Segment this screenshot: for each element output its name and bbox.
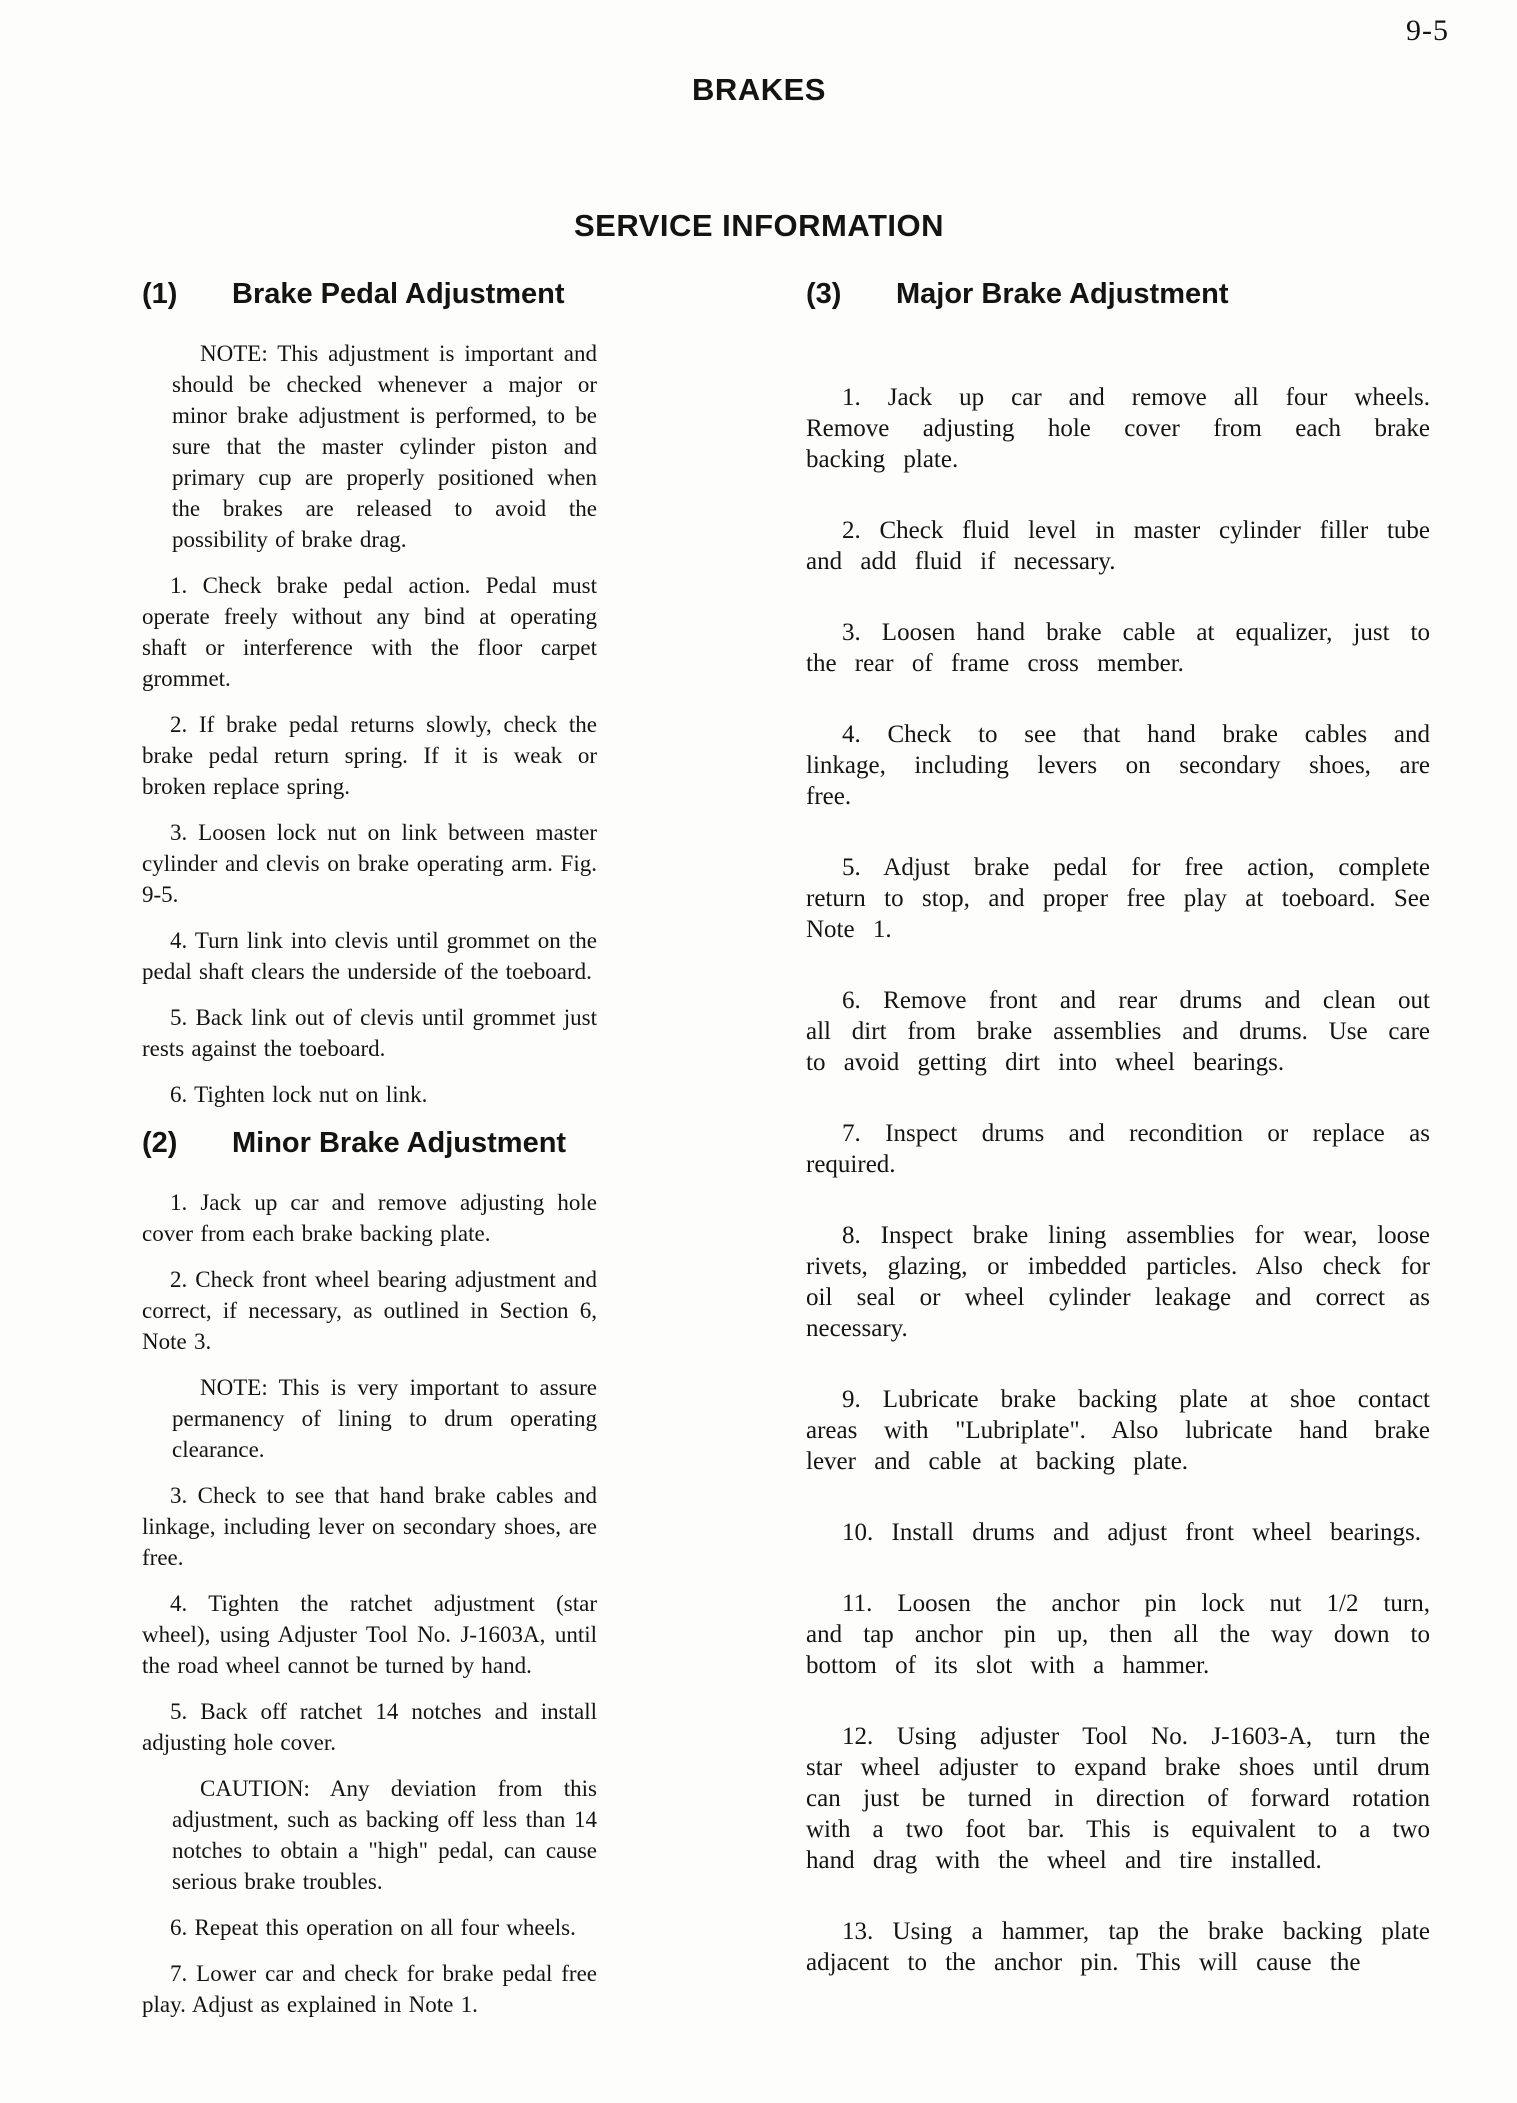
step-paragraph: 11. Loosen the anchor pin lock nut 1/2 turn, and tap anchor pin up, then all the way down to bottom of its slot with a hammer. — [806, 1590, 1430, 1679]
step-paragraph: 5. Back off ratchet 14 notches and install adjusting hole cover. — [142, 1699, 597, 1755]
caution-paragraph: CAUTION: Any deviation from this adjustment, such as backing off less than 14 notches to obtain a "high" pedal, can cause serious brake troubles. — [172, 1776, 597, 1894]
section-heading — [142, 276, 597, 312]
left-column — [142, 276, 597, 2035]
section-title: Brake Pedal Adjustment — [232, 278, 565, 310]
page-title: BRAKES — [692, 72, 826, 107]
step-paragraph: 3. Check to see that hand brake cables and linkage, including lever on secondary shoes, are free. — [142, 1483, 597, 1570]
section-title: Minor Brake Adjustment — [232, 1127, 567, 1159]
section-heading — [142, 1125, 597, 1161]
step-paragraph: 5. Back link out of clevis until grommet just rests against the toeboard. — [142, 1005, 597, 1061]
note-paragraph: NOTE: This is very important to assure permanency of lining to drum operating clearance. — [172, 1375, 597, 1462]
step-paragraph: 4. Tighten the ratchet adjustment (star wheel), using Adjuster Tool No. J-1603A, until the road wheel cannot be turned by hand. — [142, 1591, 597, 1678]
step-paragraph: 6. Remove front and rear drums and clean out all dirt from brake assemblies and drums. Use care to avoid getting dirt into wheel bearings. — [806, 987, 1430, 1076]
step-paragraph: 5. Adjust brake pedal for free action, complete return to stop, and proper free play at toeboard. See Note 1. — [806, 854, 1430, 943]
step-paragraph: 2. Check fluid level in master cylinder filler tube and add fluid if necessary. — [806, 517, 1430, 575]
step-paragraph: 9. Lubricate brake backing plate at shoe contact areas with "Lubriplate". Also lubricate hand brake lever and cable at backing plate. — [806, 1386, 1430, 1475]
step-paragraph: 6. Tighten lock nut on link. — [170, 1082, 428, 1107]
step-paragraph: 1. Jack up car and remove adjusting hole cover from each brake backing plate. — [142, 1190, 597, 1246]
step-paragraph: 3. Loosen lock nut on link between master cylinder and clevis on brake operating arm. Fig. 9-5. — [142, 820, 597, 907]
section-number: (3) — [806, 278, 842, 310]
step-paragraph: 7. Inspect drums and recondition or replace as required. — [806, 1120, 1430, 1178]
step-paragraph: 4. Turn link into clevis until grommet on the pedal shaft clears the underside of the toeboard. — [142, 928, 597, 984]
step-paragraph: 1. Check brake pedal action. Pedal must operate freely without any bind at operating shaft or interference with the floor carpet grommet. — [142, 573, 597, 691]
step-paragraph: 4. Check to see that hand brake cables and linkage, including levers on secondary shoes, are free. — [806, 721, 1430, 810]
section-heading — [806, 276, 1430, 312]
step-paragraph: 2. Check front wheel bearing adjustment and correct, if necessary, as outlined in Section 6, Note 3. — [142, 1267, 597, 1354]
page-number: 9-5 — [1406, 14, 1449, 47]
step-paragraph: 8. Inspect brake lining assemblies for wear, loose rivets, glazing, or imbedded particles. Also check for oil seal or wheel cylinder leakage and correct as necessary. — [806, 1222, 1430, 1342]
step-paragraph: 12. Using adjuster Tool No. J-1603-A, turn the star wheel adjuster to expand brake shoes until drum can just be turned in direction of forward rotation with a two foot bar. This is equivalent to a two hand drag with the wheel and tire installed. — [806, 1723, 1430, 1874]
section-number: (1) — [142, 278, 178, 310]
section-title: Major Brake Adjustment — [896, 278, 1229, 310]
step-paragraph: 7. Lower car and check for brake pedal free play. Adjust as explained in Note 1. — [142, 1961, 597, 2017]
right-column — [806, 276, 1430, 2018]
step-paragraph: 10. Install drums and adjust front wheel bearings. — [842, 1519, 1422, 1546]
step-paragraph: 1. Jack up car and remove all four wheels. Remove adjusting hole cover from each brake backing plate. — [806, 384, 1430, 473]
step-paragraph: 3. Loosen hand brake cable at equalizer, just to the rear of frame cross member. — [806, 619, 1430, 677]
step-paragraph: 13. Using a hammer, tap the brake backing plate adjacent to the anchor pin. This will cause the — [806, 1918, 1430, 1976]
page-subtitle: SERVICE INFORMATION — [573, 208, 945, 243]
step-paragraph: 6. Repeat this operation on all four wheels. — [170, 1915, 576, 1940]
section-number: (2) — [142, 1127, 178, 1159]
step-paragraph: 2. If brake pedal returns slowly, check the brake pedal return spring. If it is weak or broken replace spring. — [142, 712, 597, 799]
note-paragraph: NOTE: This adjustment is important and should be checked whenever a major or minor brake adjustment is performed, to be sure that the master cylinder piston and primary cup are properly positioned when the brakes are released to avoid the possibility of brake drag. — [172, 341, 597, 552]
